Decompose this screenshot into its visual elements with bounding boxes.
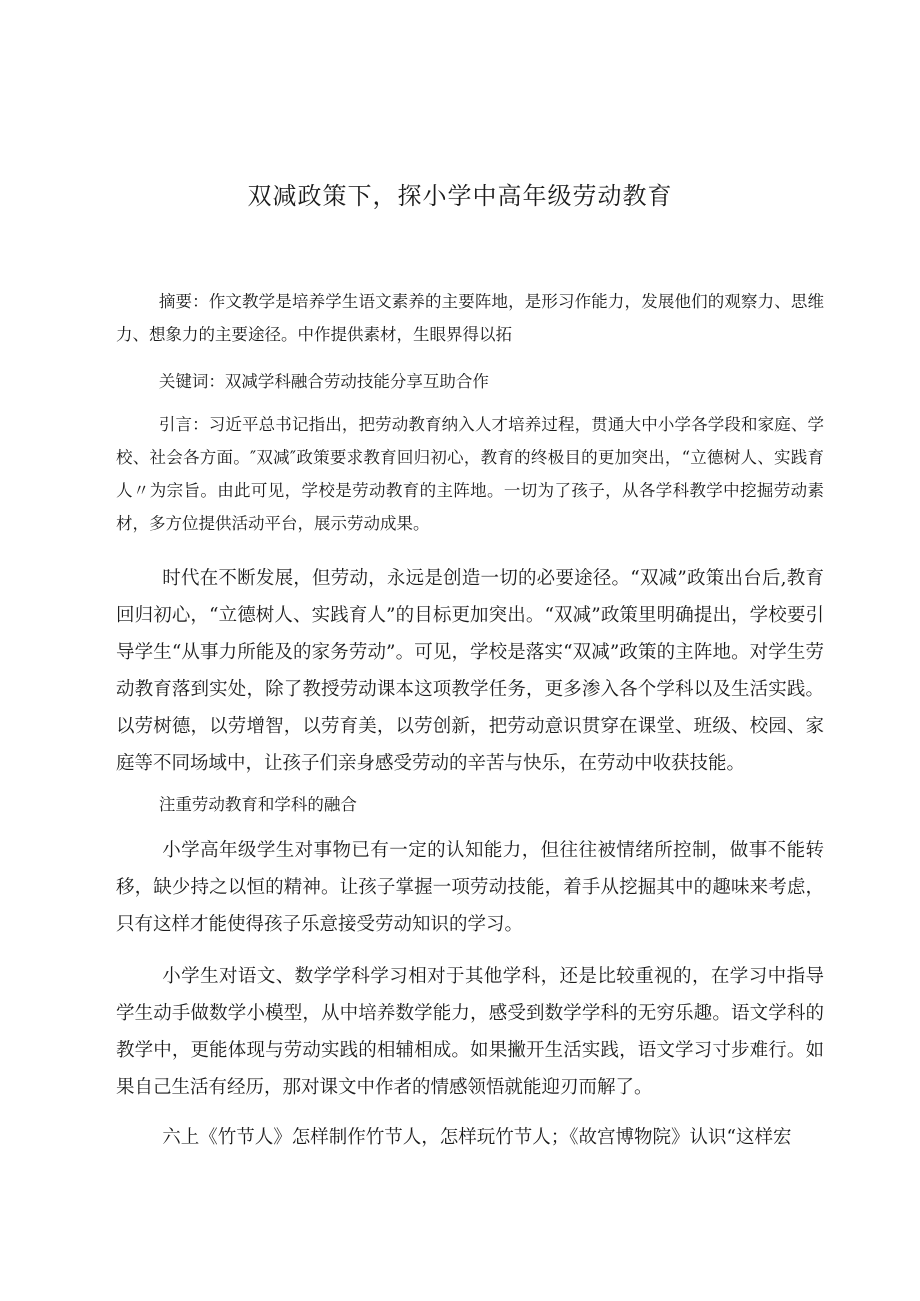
body-paragraph: 小学生对语文、数学学科学习相对于其他学科，还是比较重视的，在学习中指导学生动手做数学小模型，从中培养数学能力，感受到数学学科的无穷乐趣。语文学科的教学中，更能体现与劳动实践的相辅相成。如果撇开生活实践，语文学习寸步难行。如果自己生活有经历，那对课文中作者的情感领悟就能迎刃而解了。 [116, 966, 824, 1098]
section-heading: 注重劳动教育和学科的融合 [158, 795, 357, 814]
intro-paragraph: 引言：习近平总书记指出，把劳动教育纳入人才培养过程，贯通大中小学各学段和家庭、学校、社会各方面。″双减″政策要求教育回归初心，教育的终极目的更加突出，“立德树人、实践育人〃为宗旨。由此可见，学校是劳动教育的主阵地。一切为了孩子，从各学科教学中挖掘劳动素材，多方位提供活动平台，展示劳动成果。 [116, 415, 824, 533]
keywords-paragraph: 关键词：双减学科融合劳动技能分享互助合作 [158, 372, 489, 391]
body-paragraph: 小学高年级学生对事物已有一定的认知能力，但往往被情绪所控制，做事不能转移，缺少持之以恒的精神。让孩子掌握一项劳动技能，着手从挖掘其中的趣味来考虑，只有这样才能使得孩子乐意接受劳动知识的学习。 [116, 840, 824, 935]
document-title: 双减政策下，探小学中高年级劳动教育 [247, 182, 673, 210]
body-paragraph: 六上《竹节人》怎样制作竹节人，怎样玩竹节人；《故宫博物院》认识“这样宏 [162, 1127, 792, 1148]
body-paragraph: 时代在不断发展，但劳动，永远是创造一切的必要途径。“双减”政策出台后,教育回归初心，“立德树人、实践育人”的目标更加突出。“双减”政策里明确提出，学校要引导学生“从事力所能及的家务劳动”。可见，学校是落实“双减”政策的主阵地。对学生劳动教育落到实处，除了教授劳动课本这项教学任务，更多渗入各个学科以及生活实践。以劳树德，以劳增智，以劳育美，以劳创新，把劳动意识贯穿在课堂、班级、校园、家庭等不同场域中，让孩子们亲身感受劳动的辛苦与快乐，在劳动中收获技能。 [116, 568, 824, 774]
abstract-paragraph: 摘要：作文教学是培养学生语文素养的主要阵地，是形习作能力，发展他们的观察力、思维力、想象力的主要途径。中作提供素材，生眼界得以拓 [116, 292, 824, 344]
